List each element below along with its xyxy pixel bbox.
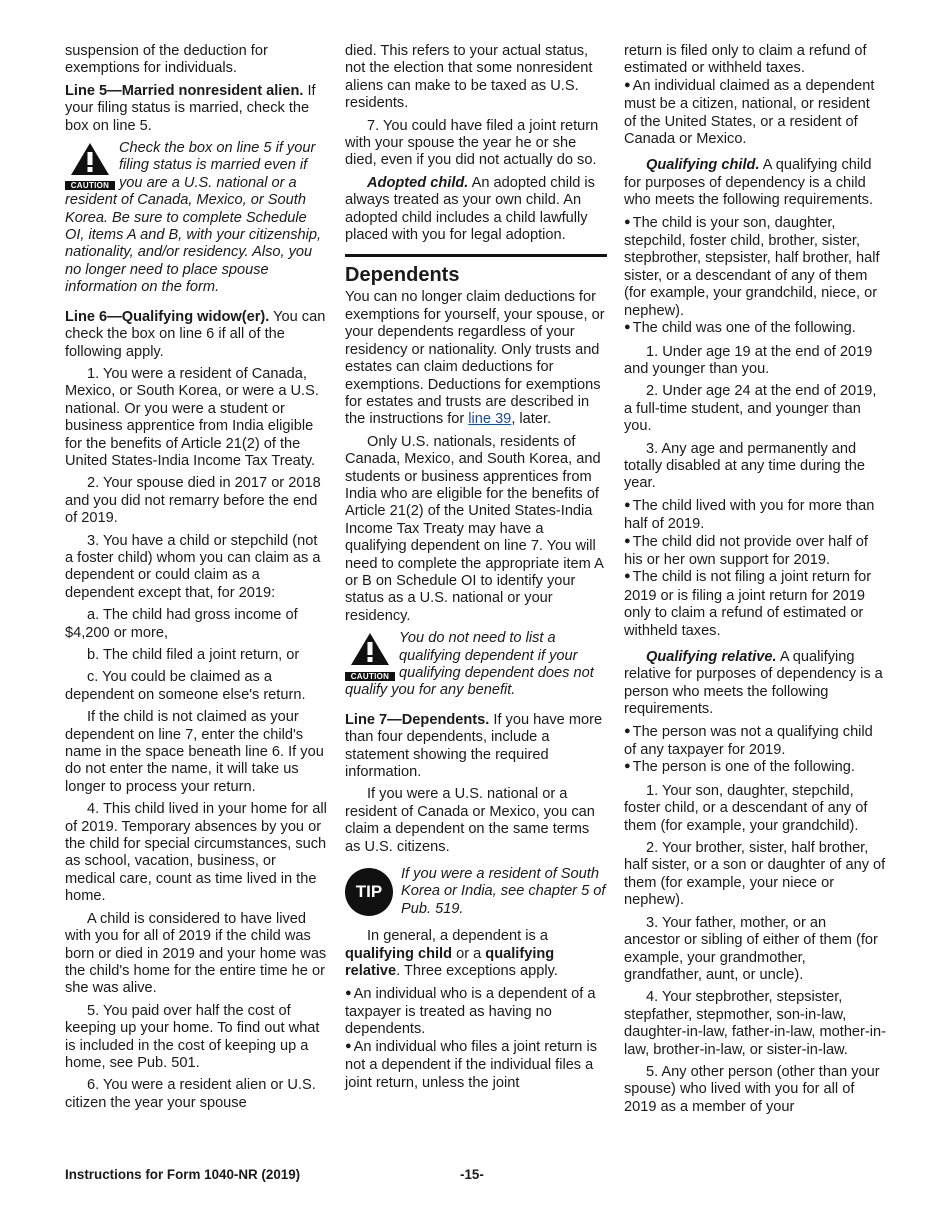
bullet-icon: ● bbox=[624, 760, 631, 773]
paragraph: If you were a U.S. national or a resident of Canada or Mexico, you can claim a dependent on the same terms as U.S. citizens. bbox=[345, 786, 595, 855]
bullet-text: An individual who files a joint return is not a dependent if the individual files a joint return, unless the joint bbox=[345, 1038, 598, 1091]
bullet-item bbox=[624, 569, 886, 640]
tip-icon bbox=[345, 868, 393, 916]
footer-form-title: Instructions for Form 1040-NR (2019) bbox=[65, 1167, 301, 1182]
text: You can no longer claim deductions for exemptions for yourself, your spouse, or your dependents regardless of your residency or nationality. Only trusts and estates can claim deductions for exemptions. Deductions for exemptions for estates and trusts are described in the instructions for bbox=[345, 289, 605, 428]
bullet-text: The child is your son, daughter, stepchild, foster child, brother, sister, stepbrother, stepsister, half brother, half sister, or a descendant of any of them (for example, your grandchild, niece, or nephew). bbox=[624, 214, 880, 319]
list-item: a. The child had gross income of $4,200 or more, bbox=[65, 607, 298, 641]
text: or a bbox=[452, 945, 486, 962]
caution-label: CAUTION bbox=[345, 672, 395, 681]
bullet-icon: ● bbox=[345, 986, 352, 999]
bullet-text: The child did not provide over half of his or her own support for 2019. bbox=[624, 533, 868, 568]
paragraph: If the child is not claimed as your dependent on line 7, enter the child's name in the space beneath line 6. If you do not enter the name, it will take us longer to process your return. bbox=[65, 709, 324, 795]
bullet-item bbox=[624, 78, 886, 149]
list-item: c. You could be claimed as a dependent on someone else's return. bbox=[65, 669, 306, 703]
text: A qualifying relative for purposes of dependency is a person who meets the following requirements. bbox=[624, 649, 883, 718]
line6-heading: Line 6—Qualifying widow(er). bbox=[65, 308, 270, 325]
adopted-heading: Adopted child. bbox=[367, 174, 469, 191]
warning-triangle-icon bbox=[70, 142, 110, 176]
paragraph bbox=[345, 928, 607, 980]
text: , later. bbox=[511, 411, 552, 428]
bullet-icon: ● bbox=[624, 321, 631, 334]
line7-paragraph bbox=[345, 712, 607, 782]
bullet-icon: ● bbox=[624, 215, 631, 228]
list-item: 7. You could have filed a joint return with your spouse the year he or she died, even if you did not actually do so. bbox=[345, 117, 599, 169]
list-item: 1. Under age 19 at the end of 2019 and younger than you. bbox=[624, 343, 873, 377]
bullet-item bbox=[624, 498, 886, 534]
caution-text: Check the box on line 5 if your filing status is married even if you are a U.S. national or a resident of Canada, Mexico, or South Korea. Be sure to complete Schedule OI, items A and B, with your citizenship, nationality, and/or residency. Also, you no longer need to place spouse information on the form. bbox=[65, 140, 322, 296]
caution-icon bbox=[65, 142, 115, 191]
line5-paragraph bbox=[65, 83, 327, 135]
bullet-icon: ● bbox=[624, 570, 631, 583]
caution-label: CAUTION bbox=[65, 181, 115, 190]
bullet-item bbox=[624, 724, 886, 760]
bullet-text: The child lived with you for more than half of 2019. bbox=[624, 497, 875, 533]
bullet-icon: ● bbox=[624, 724, 631, 737]
adopted-text: An adopted child is always treated as your own child. An adopted child includes a child lawfully placed with you for legal adoption. bbox=[345, 174, 595, 244]
list-item: 5. You paid over half the cost of keeping up your home. To find out what is included in the cost of keeping up a home, see Pub. 501. bbox=[65, 1002, 320, 1071]
list-item: 5. Any other person (other than your spouse) who lived with you for all of 2019 as a member of your bbox=[624, 1063, 880, 1115]
page-number: -15- bbox=[460, 1167, 484, 1182]
list-item: 2. Your brother, sister, half brother, half sister, or a son or daughter of any of them (for example, your niece or nephew). bbox=[624, 840, 886, 909]
line7-heading: Line 7—Dependents. bbox=[345, 711, 490, 728]
paragraph: return is filed only to claim a refund of estimated or withheld taxes. bbox=[624, 43, 867, 77]
line6-paragraph bbox=[65, 309, 327, 361]
bullet-item bbox=[624, 320, 886, 338]
text: A qualifying child for purposes of dependency is a child who meets the following requirements. bbox=[624, 157, 874, 209]
adopted-paragraph bbox=[345, 175, 607, 245]
qualifying-relative-paragraph bbox=[624, 649, 886, 719]
paragraph: A child is considered to have lived with you for all of 2019 if the child was born or died in 2019 and your home was the child's home for the entire time he or she was alive. bbox=[65, 910, 327, 997]
qualifying-child-heading: Qualifying child. bbox=[646, 157, 760, 174]
paragraph: died. This refers to your actual status, not the election that some nonresident aliens can make to be taxed as U.S. residents. bbox=[345, 43, 593, 112]
column-2 bbox=[345, 43, 607, 1092]
bullet-item bbox=[345, 1039, 607, 1092]
bullet-text: An individual who is a dependent of a taxpayer is treated as having no dependents. bbox=[345, 985, 596, 1038]
section-title-dependents: Dependents bbox=[345, 264, 460, 287]
list-item: 3. Your father, mother, or an ancestor or sibling of either of them (for example, your grandmother, grandfather, aunt, or uncle). bbox=[624, 914, 878, 983]
paragraph: Only U.S. nationals, residents of Canada, Mexico, and South Korea, and students or business apprentices from India who are eligible for the benefits of Article 21(2) of the United States-India Income Tax Treaty may have a qualifying dependent on line 7. You will need to complete the appropriate item A or B on Schedule OI to identify your status as a U.S. national or your residency. bbox=[345, 433, 603, 624]
caution-icon bbox=[345, 632, 395, 681]
bullet-icon: ● bbox=[624, 534, 631, 547]
list-item: 2. Under age 24 at the end of 2019, a full-time student, and younger than you. bbox=[624, 383, 877, 435]
list-item: 1. You were a resident of Canada, Mexico, or South Korea, or were a U.S. national. Or you were a student or business apprentice from India eligible for the benefits of Article 21(2) of the United States-India Income Tax Treaty. bbox=[65, 365, 319, 469]
text: . Three exceptions apply. bbox=[396, 963, 558, 980]
qualifying-relative-heading: Qualifying relative. bbox=[646, 649, 777, 665]
line5-heading: Line 5—Married nonresident alien. bbox=[65, 82, 304, 99]
bullet-text: The person was not a qualifying child of any taxpayer for 2019. bbox=[624, 723, 873, 759]
caution-note-2 bbox=[345, 630, 607, 700]
bullet-icon: ● bbox=[345, 1039, 352, 1052]
text: In general, a dependent is a bbox=[367, 928, 548, 945]
bold-term: qualifying child bbox=[345, 945, 453, 962]
line7-text: If you have more than four dependents, include a statement showing the required information. bbox=[345, 711, 603, 781]
bullet-text: The person is one of the following. bbox=[632, 759, 855, 776]
bullet-icon: ● bbox=[624, 498, 631, 511]
list-item: 2. Your spouse died in 2017 or 2018 and you did not remarry before the end of 2019. bbox=[65, 475, 321, 527]
list-item: 6. You were a resident alien or U.S. citizen the year your spouse bbox=[65, 1077, 316, 1111]
list-item: 4. This child lived in your home for all of 2019. Temporary absences by you or the child for special circumstances, such as school, vacation, business, or medical care, count as time lived in the home. bbox=[65, 801, 327, 905]
paragraph bbox=[345, 289, 607, 428]
list-item: 4. Your stepbrother, stepsister, stepfather, stepmother, son-in-law, daughter-in-law, father-in-law, mother-in-law, brother-in-law, or sister-in-law. bbox=[624, 989, 886, 1058]
qualifying-child-paragraph bbox=[624, 157, 886, 209]
list-item: 1. Your son, daughter, stepchild, foster child, or a descendant of any of them (for example, your grandchild). bbox=[624, 782, 868, 834]
column-1 bbox=[65, 43, 327, 1117]
list-item: 3. You have a child or stepchild (not a foster child) whom you can claim as a dependent or could claim as a dependent except that, for 2019: bbox=[65, 532, 321, 601]
line6-text: You can check the box on line 6 if all of the following apply. bbox=[65, 308, 326, 360]
paragraph: suspension of the deduction for exemptions for individuals. bbox=[65, 43, 268, 77]
bullet-text: The child is not filing a joint return for 2019 or is filing a joint return for 2019 only to claim a refund of estimated or withheld taxes. bbox=[624, 569, 872, 639]
bullet-text: The child was one of the following. bbox=[632, 320, 856, 337]
bullet-icon: ● bbox=[624, 78, 631, 91]
bullet-item bbox=[624, 759, 886, 777]
column-3 bbox=[624, 43, 886, 1121]
bullet-item bbox=[624, 534, 886, 570]
tip-text: If you were a resident of South Korea or India, see chapter 5 of Pub. 519. bbox=[401, 866, 606, 917]
line5-text: If your filing status is married, check the box on line 5. bbox=[65, 82, 316, 134]
tip-note bbox=[345, 866, 607, 918]
bullet-text: An individual claimed as a dependent must be a citizen, national, or resident of the United States, or a resident of Canada or Mexico. bbox=[624, 77, 875, 148]
list-item: 3. Any age and permanently and totally disabled at any time during the year. bbox=[624, 440, 865, 492]
tip-label: TIP bbox=[355, 882, 383, 902]
section-divider bbox=[345, 254, 607, 257]
line-39-link[interactable]: line 39 bbox=[468, 411, 512, 428]
caution-note-1 bbox=[65, 140, 327, 297]
caution-text: You do not need to list a qualifying dependent if your qualifying dependent does not qualify you for any benefit. bbox=[345, 630, 594, 699]
bullet-item bbox=[624, 215, 886, 320]
warning-triangle-icon bbox=[350, 632, 390, 666]
bullet-item bbox=[345, 986, 607, 1039]
bold-term: qualifying relative bbox=[345, 945, 555, 980]
list-item: b. The child filed a joint return, or bbox=[87, 647, 300, 663]
